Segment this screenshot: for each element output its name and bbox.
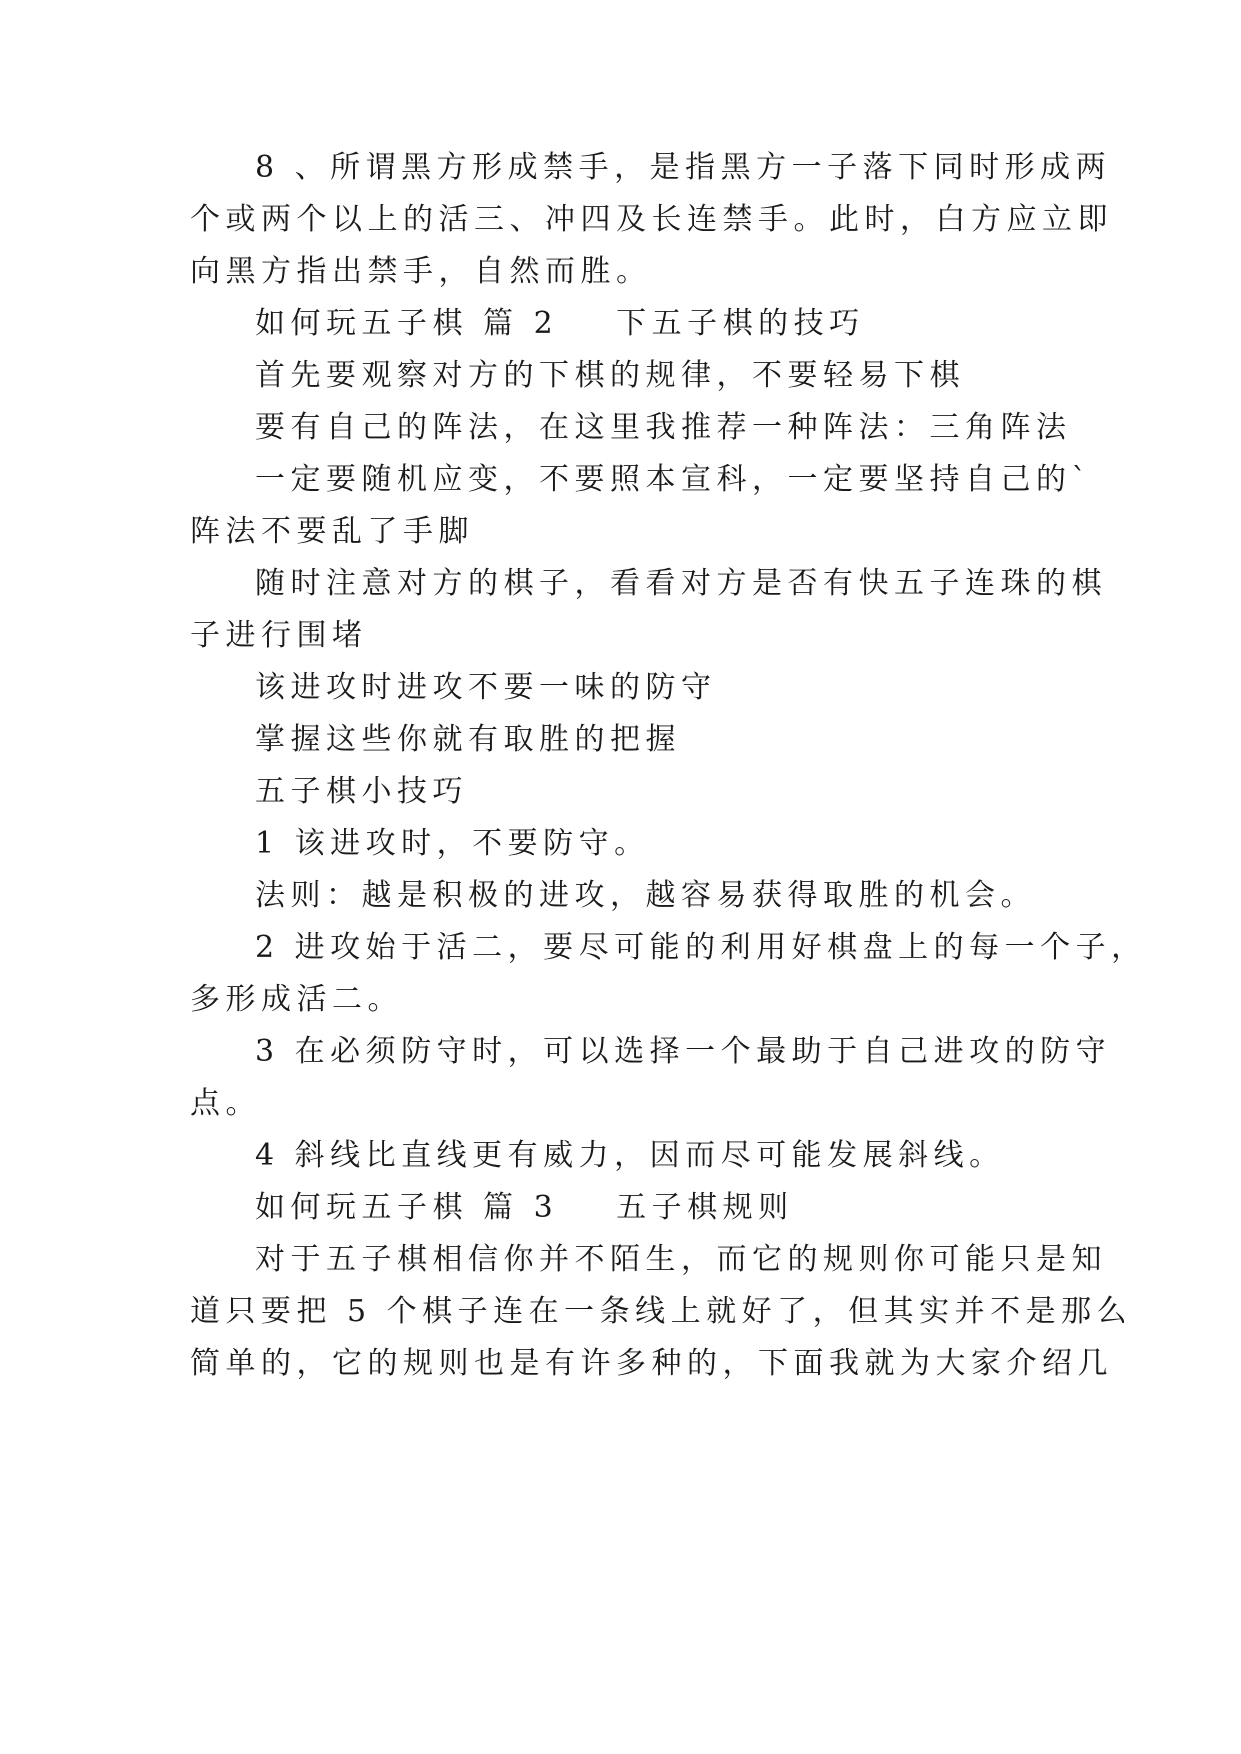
paragraph-line: 一定要随机应变，不要照本宣科，一定要坚持自己的` (255, 462, 1092, 497)
paragraph-line: 个或两个以上的活三、冲四及长连禁手。此时，白方应立即 (190, 202, 1113, 237)
section-heading-title: 如何玩五子棋 篇 2 (255, 306, 559, 341)
paragraph-line: 向黑方指出禁手，自然而胜。 (190, 254, 652, 289)
paragraph-line: 8 、所谓黑方形成禁手，是指黑方一子落下同时形成两 (255, 150, 1112, 185)
paragraph-line: 对于五子棋相信你并不陌生，而它的规则你可能只是知 (255, 1242, 1107, 1277)
paragraph-line: 1 该进攻时，不要防守。 (255, 826, 650, 861)
paragraph-line: 点。 (190, 1086, 261, 1121)
paragraph-line: 2 进攻始于活二，要尽可能的利用好棋盘上的每一个子， (255, 930, 1147, 965)
paragraph-line: 掌握这些你就有取胜的把握 (255, 722, 681, 757)
paragraph-line: 3 在必须防守时，可以选择一个最助于自己进攻的防守 (255, 1034, 1112, 1069)
paragraph-line: 法则：越是积极的进攻，越容易获得取胜的机会。 (255, 878, 1036, 913)
section-heading (255, 1188, 794, 1228)
paragraph-line: 简单的，它的规则也是有许多种的，下面我就为大家介绍几 (190, 1346, 1113, 1381)
paragraph-line: 多形成活二。 (190, 982, 403, 1017)
paragraph-line: 子进行围堵 (190, 618, 368, 653)
section-heading (255, 304, 865, 344)
paragraph-line: 随时注意对方的棋子，看看对方是否有快五子连珠的棋 (255, 566, 1107, 601)
section-heading-title: 如何玩五子棋 篇 3 (255, 1190, 559, 1225)
section-heading-subtitle: 下五子棋的技巧 (616, 306, 865, 341)
paragraph-line: 阵法不要乱了手脚 (190, 514, 474, 549)
paragraph-line: 首先要观察对方的下棋的规律，不要轻易下棋 (255, 358, 965, 393)
paragraph-line: 要有自己的阵法，在这里我推荐一种阵法：三角阵法 (255, 410, 1072, 445)
paragraph-line: 该进攻时进攻不要一味的防守 (255, 670, 717, 705)
paragraph-line: 道只要把 5 个棋子连在一条线上就好了，但其实并不是那么 (190, 1294, 1133, 1329)
paragraph-line: 4 斜线比直线更有威力，因而尽可能发展斜线。 (255, 1138, 1005, 1173)
paragraph-line: 五子棋小技巧 (255, 774, 468, 809)
section-heading-subtitle: 五子棋规则 (616, 1190, 794, 1225)
